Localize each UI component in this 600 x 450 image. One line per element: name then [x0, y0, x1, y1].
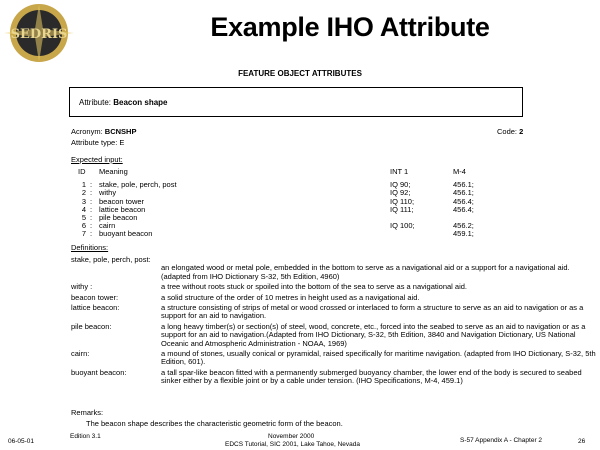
row-separator: : [90, 180, 93, 190]
row-separator: : [90, 221, 93, 231]
definition-term: lattice beacon: [71, 303, 120, 313]
row-id: 6 [81, 221, 87, 231]
row-int1 [390, 230, 453, 238]
row-meaning: cairn [99, 221, 116, 231]
attribute-label: Attribute: [79, 98, 112, 107]
slide-title: Example IHO Attribute [210, 12, 490, 42]
definitions-heading: Definitions: [71, 243, 109, 252]
attribute-value: Beacon shape [113, 98, 168, 107]
definition-term: cairn: [71, 349, 90, 359]
definition-item [71, 369, 600, 386]
row-meaning: withy [99, 188, 117, 198]
row-m4: 456.4; [453, 204, 474, 214]
definition-term: beacon tower: [71, 292, 119, 302]
definition-term: withy : [71, 282, 93, 292]
row-meaning: pile beacon [99, 213, 138, 223]
footer-month: November 2000 [268, 433, 315, 440]
footer-reference: S-57 Appendix A - Chapter 2 [460, 437, 543, 444]
row-id: 2 [81, 188, 87, 198]
definition-text: a long heavy timber(s) or section(s) of steel, wood, concrete, etc., forced into the seabed to serve as an aid to navigation or as a support for an aid to navigation.(Adapted from IHO Dictionary, S-32, 5th Edition, 3840 and Navigation Dictionary, US National Oceanic and Atmospheric Administration - NOAA, 1969) [161, 321, 586, 348]
row-int1: IQ 110; [390, 196, 415, 206]
acronym-label: Acronym: [71, 127, 103, 136]
col-int1-header: INT 1 [390, 167, 409, 176]
row-int1: IQ 90; [390, 180, 411, 190]
row-int1: IQ 92; [390, 188, 411, 198]
row-m4: 456.1; [453, 188, 474, 198]
expected-input-row [78, 230, 513, 238]
row-meaning: buoyant beacon [99, 229, 153, 239]
row-id: 7 [81, 229, 87, 239]
definition-term: stake, pole, perch, post: [71, 255, 151, 264]
expected-input-row [78, 206, 513, 214]
acronym-line [71, 127, 136, 136]
definition-text: an elongated wood or metal pole, embedded in the bottom to serve as a navigational aid or a support for a navigational aid. (adapted from IHO Dictionary S-32, 5th Edition, 4960) [161, 263, 570, 281]
row-m4: 459.1; [453, 229, 474, 239]
definitions-list [71, 256, 600, 388]
row-meaning: stake, pole, perch, post [99, 180, 177, 190]
attribute-box [69, 87, 523, 117]
row-m4: 456.2; [453, 221, 474, 231]
definition-term: pile beacon: [71, 321, 112, 331]
row-separator: : [90, 196, 93, 206]
row-separator: : [90, 204, 93, 214]
definition-item [71, 283, 600, 291]
row-separator: : [90, 213, 93, 223]
logo-text: SEDRIS [10, 27, 68, 42]
row-id: 5 [81, 213, 87, 223]
remarks-text: The beacon shape describes the characteristic geometric form of the beacon. [86, 419, 343, 428]
footer-edition: Edition 3.1 [70, 433, 101, 440]
definition-text: a mound of stones, usually conical or pyramidal, raised specifically for maritime navigation. (adapted from IHO Dictionary, S-32, 5th Edition, 601). [161, 349, 596, 367]
row-meaning: beacon tower [99, 196, 145, 206]
code-value: 2 [519, 127, 524, 136]
row-m4: 456.4; [453, 196, 474, 206]
code-label: Code: [497, 127, 518, 136]
code-line [497, 127, 523, 136]
row-id: 3 [81, 196, 87, 206]
row-id: 4 [81, 204, 87, 214]
row-separator: : [90, 188, 93, 198]
footer-event: EDCS Tutorial, SIC 2001, Lake Tahoe, Nevada [225, 441, 361, 448]
remarks-heading: Remarks: [71, 408, 104, 417]
col-m4-header: M-4 [453, 167, 466, 176]
definition-item [71, 294, 600, 302]
definition-text: a tall spar-like beacon fitted with a permanently submerged buoyancy chamber, the lower end of the body is secured to seabed sinker either by a flexible joint or by a cable under tension. (IHO Specifications, M-4, 459.1) [161, 367, 582, 386]
definition-term: buoyant beacon: [71, 367, 127, 377]
definition-item [71, 256, 600, 281]
expected-input-table [78, 168, 513, 239]
definition-item [71, 323, 600, 348]
acronym-value: BCNSHP [104, 127, 137, 136]
row-m4: 456.1; [453, 180, 474, 190]
expected-input-heading: Expected input: [71, 155, 123, 164]
expected-input-row [78, 181, 513, 189]
definition-text: a structure consisting of strips of metal or wood crossed or interlaced to form a structure to serve as an aid to navigation or as a support for an aid to navigation. [161, 303, 584, 321]
definition-item [71, 304, 600, 321]
row-id: 1 [81, 180, 87, 190]
row-meaning: lattice beacon [99, 204, 146, 214]
definition-text: a tree without roots stuck or spoiled into the bottom of the sea to serve as a navigational aid. [161, 282, 468, 292]
expected-input-header [78, 168, 513, 176]
col-meaning-header: Meaning [99, 167, 128, 176]
expected-input-row [78, 214, 513, 222]
definition-item [71, 350, 600, 367]
row-int1: IQ 111; [390, 204, 414, 214]
footer-page: 26 [578, 438, 586, 445]
attribute-type: Attribute type: E [71, 138, 125, 147]
section-title: FEATURE OBJECT ATTRIBUTES [238, 69, 362, 78]
sedris-logo [2, 2, 76, 64]
col-id-header: ID [78, 167, 86, 176]
row-separator: : [90, 229, 93, 239]
footer-date: 06-05-01 [8, 438, 35, 445]
definition-text: a solid structure of the order of 10 metres in height used as a navigational aid. [161, 292, 420, 302]
row-int1: IQ 100; [390, 221, 415, 231]
